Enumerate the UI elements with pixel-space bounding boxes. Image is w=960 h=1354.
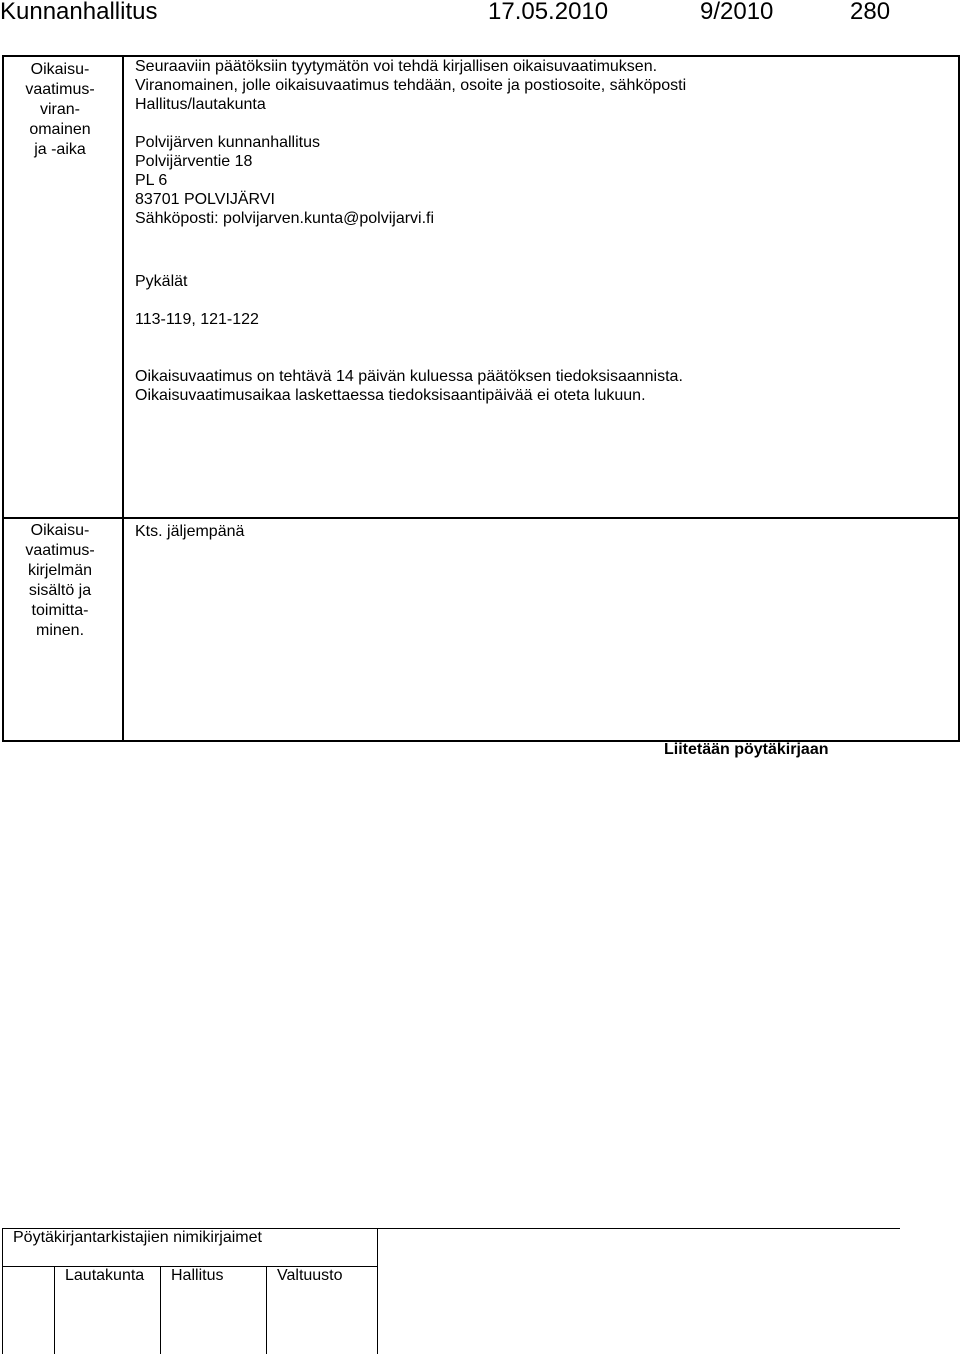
deadline-line: Oikaisuvaatimusaikaa laskettaessa tiedoksisaantipäivää ei oteta lukuun. [135, 387, 646, 404]
intro-line: Hallitus/lautakunta [135, 96, 266, 113]
address-line: PL 6 [135, 172, 168, 189]
appeal-deadline-text [135, 367, 683, 405]
intro-line: Viranomainen, jolle oikaisuvaatimus tehdään, osoite ja postiosoite, sähköposti [135, 77, 687, 94]
side-label-line: sisältö ja [28, 582, 92, 599]
signature-col-divider [54, 1266, 55, 1354]
table-row-divider [2, 517, 960, 519]
table-column-divider [122, 55, 124, 742]
signature-col-divider [266, 1266, 267, 1354]
side-label-line: vaatimus- [25, 542, 95, 559]
signature-left-rule [2, 1228, 3, 1354]
signature-column-lautakunta: Lautakunta [65, 1267, 145, 1284]
sections-value: 113-119, 121-122 [135, 311, 259, 328]
sections-label: Pykälät [135, 273, 188, 290]
side-label-line: ja -aika [34, 141, 86, 158]
side-label-line: kirjelmän [27, 562, 92, 579]
appeal-content-text: Kts. jäljempänä [135, 523, 245, 540]
attachment-note: Liitetään pöytäkirjaan [664, 741, 829, 758]
appeal-authority-side-label [4, 60, 116, 160]
address-line: Polvijärventie 18 [135, 153, 253, 170]
side-label-line: omainen [29, 121, 91, 138]
side-label-line: toimitta- [31, 602, 89, 619]
side-label-line: Oikaisu- [30, 61, 90, 78]
signature-col-divider [160, 1266, 161, 1354]
side-label-line: Oikaisu- [30, 522, 90, 539]
header-page-number: 280 [850, 0, 891, 25]
appeal-content-side-label [4, 521, 116, 641]
signature-column-hallitus: Hallitus [171, 1267, 224, 1284]
signature-title-right-rule [377, 1228, 378, 1354]
address-line: Sähköposti: polvijarven.kunta@polvijarvi.fi [135, 210, 435, 227]
appeal-authority-text [135, 57, 686, 228]
signature-title: Pöytäkirjantarkistajien nimikirjaimet [13, 1229, 262, 1246]
header-meeting-number: 9/2010 [700, 0, 774, 25]
side-label-line: viran- [39, 101, 80, 118]
deadline-line: Oikaisuvaatimus on tehtävä 14 päivän kuluessa päätöksen tiedoksisaannista. [135, 368, 683, 385]
intro-line: Seuraaviin päätöksiin tyytymätön voi tehdä kirjallisen oikaisuvaatimuksen. [135, 58, 658, 75]
side-label-line: vaatimus- [25, 81, 95, 98]
side-label-line: minen. [35, 622, 85, 639]
header-date: 17.05.2010 [488, 0, 609, 25]
address-line: 83701 POLVIJÄRVI [135, 191, 275, 208]
address-line: Polvijärven kunnanhallitus [135, 134, 320, 151]
header-organization: Kunnanhallitus [0, 0, 158, 25]
signature-column-valtuusto: Valtuusto [277, 1267, 343, 1284]
